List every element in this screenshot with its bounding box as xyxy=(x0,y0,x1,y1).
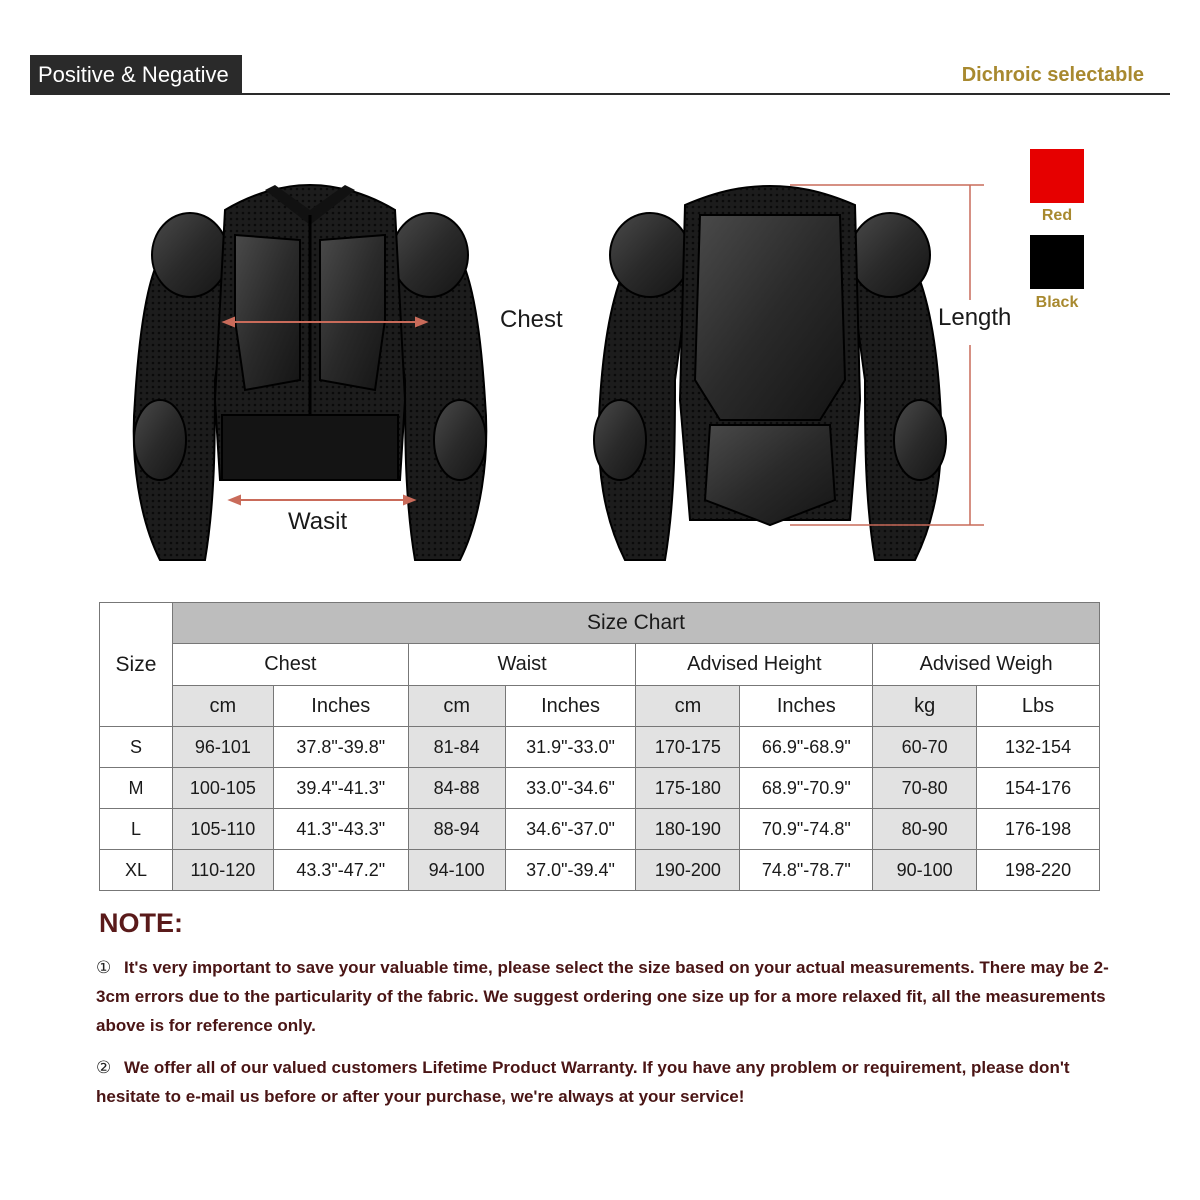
size-chart-title: Size Chart xyxy=(172,603,1099,644)
header-divider xyxy=(30,93,1170,95)
table-cell: 96-101 xyxy=(172,727,273,768)
table-cell: 43.3"-47.2" xyxy=(273,850,408,891)
table-row xyxy=(100,809,1100,850)
front-jacket-image xyxy=(134,185,487,560)
unit-header: Lbs xyxy=(977,686,1100,727)
header-right-label: Dichroic selectable xyxy=(961,64,1144,86)
unit-header: Inches xyxy=(273,686,408,727)
size-header: Size xyxy=(100,603,173,727)
table-cell: 31.9"-33.0" xyxy=(505,727,636,768)
note-item xyxy=(96,1053,1116,1111)
unit-header: kg xyxy=(873,686,977,727)
waist-measure-arrow xyxy=(230,496,414,504)
unit-header: cm xyxy=(408,686,505,727)
table-cell: 154-176 xyxy=(977,768,1100,809)
table-cell: 34.6"-37.0" xyxy=(505,809,636,850)
unit-header: cm xyxy=(636,686,740,727)
table-cell: 84-88 xyxy=(408,768,505,809)
table-cell: 33.0"-34.6" xyxy=(505,768,636,809)
table-cell: 41.3"-43.3" xyxy=(273,809,408,850)
black-swatch-label: Black xyxy=(1035,294,1079,311)
size-cell: L xyxy=(100,809,173,850)
black-swatch[interactable] xyxy=(1030,235,1084,289)
size-chart-table xyxy=(99,602,1100,891)
table-cell: 74.8"-78.7" xyxy=(740,850,873,891)
header-left-tab: Positive & Negative xyxy=(30,55,242,95)
table-cell: 105-110 xyxy=(172,809,273,850)
unit-header: Inches xyxy=(740,686,873,727)
table-cell: 94-100 xyxy=(408,850,505,891)
note-text: It's very important to save your valuable time, please select the size based on your actual measurements. There may be 2-3cm errors due to the particularity of the fabric. We suggest ordering one size up for a more relaxed fit, all the measurements above is for reference only. xyxy=(96,958,1109,1035)
table-cell: 170-175 xyxy=(636,727,740,768)
table-row xyxy=(100,768,1100,809)
unit-header: Inches xyxy=(505,686,636,727)
table-cell: 66.9"-68.9" xyxy=(740,727,873,768)
table-cell: 37.0"-39.4" xyxy=(505,850,636,891)
back-jacket-image xyxy=(594,186,946,560)
table-cell: 100-105 xyxy=(172,768,273,809)
jacket-illustration xyxy=(0,110,1200,580)
size-cell: XL xyxy=(100,850,173,891)
size-cell: M xyxy=(100,768,173,809)
note-item xyxy=(96,953,1116,1040)
red-swatch[interactable] xyxy=(1030,149,1084,203)
group-header: Chest xyxy=(172,644,408,686)
group-header: Waist xyxy=(408,644,636,686)
note-title: NOTE: xyxy=(99,908,183,938)
table-cell: 180-190 xyxy=(636,809,740,850)
table-row xyxy=(100,850,1100,891)
note-text: We offer all of our valued customers Lifetime Product Warranty. If you have any problem or requirement, please don't hesitate to e-mail us before or after your purchase, we're always at your service! xyxy=(96,1058,1070,1106)
length-label: Length xyxy=(938,304,1012,331)
table-cell: 39.4"-41.3" xyxy=(273,768,408,809)
red-swatch-label: Red xyxy=(1041,207,1073,224)
unit-header: cm xyxy=(172,686,273,727)
table-cell: 80-90 xyxy=(873,809,977,850)
table-cell: 37.8"-39.8" xyxy=(273,727,408,768)
note-number: ② xyxy=(96,1058,112,1077)
table-cell: 90-100 xyxy=(873,850,977,891)
table-cell: 81-84 xyxy=(408,727,505,768)
table-cell: 176-198 xyxy=(977,809,1100,850)
table-cell: 175-180 xyxy=(636,768,740,809)
group-header: Advised Height xyxy=(636,644,873,686)
note-number: ① xyxy=(96,958,112,977)
table-cell: 88-94 xyxy=(408,809,505,850)
table-cell: 190-200 xyxy=(636,850,740,891)
table-cell: 68.9"-70.9" xyxy=(740,768,873,809)
size-cell: S xyxy=(100,727,173,768)
table-cell: 70-80 xyxy=(873,768,977,809)
group-header: Advised Weigh xyxy=(873,644,1100,686)
table-cell: 70.9"-74.8" xyxy=(740,809,873,850)
table-cell: 110-120 xyxy=(172,850,273,891)
waist-label: Wasit xyxy=(288,508,348,535)
table-cell: 132-154 xyxy=(977,727,1100,768)
table-cell: 60-70 xyxy=(873,727,977,768)
table-row xyxy=(100,727,1100,768)
chest-label: Chest xyxy=(500,306,563,333)
table-cell: 198-220 xyxy=(977,850,1100,891)
